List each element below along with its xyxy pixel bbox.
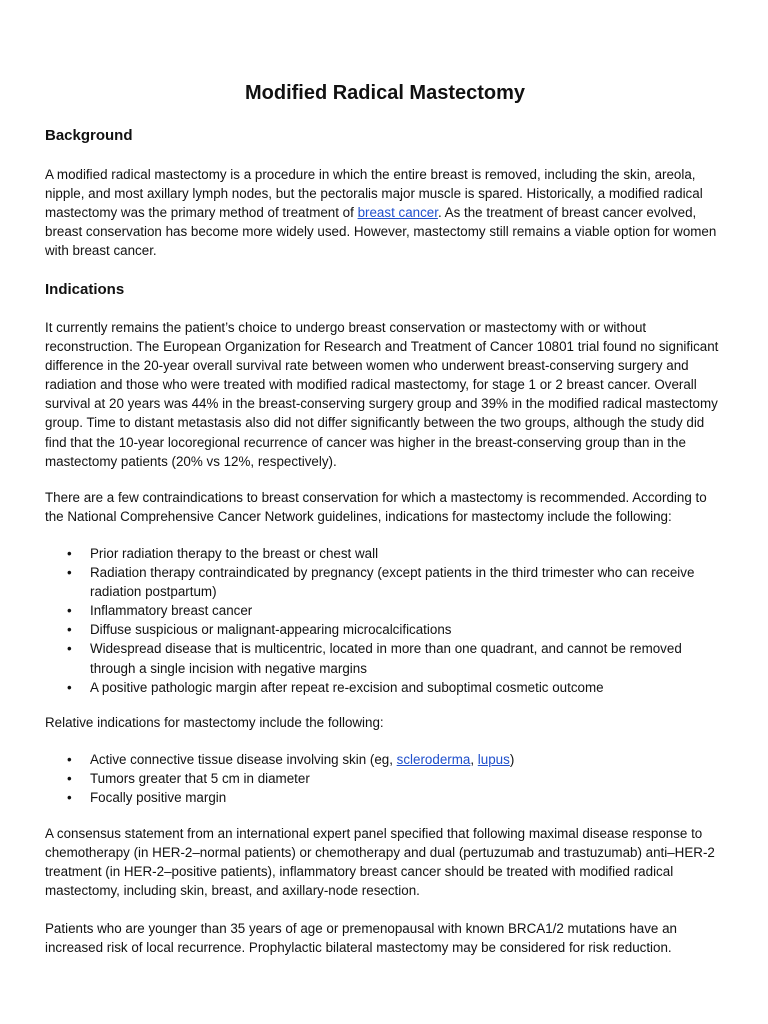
- relative-indications-list: [45, 750, 725, 807]
- list-item: • Radiation therapy contraindicated by pregnancy (except patients in the third trimester who can receive radiation postpartum): [45, 563, 725, 601]
- scleroderma-link[interactable]: scleroderma: [396, 752, 471, 767]
- background-text-2: . As the treatment of breast cancer evolved, breast conservation has become more widely used. However, mastectomy still remains a viable option for women with breast cancer.: [45, 205, 717, 259]
- indications-paragraph-3: A consensus statement from an international expert panel specified that following maximal disease response to chemotherapy (in HER-2–normal patients) or chemotherapy and dual (pertuzumab and trastuzumab) anti–HER-2 treatment (in HER-2–positive patients), inflammatory breast cancer should be treated with modified radical mastectomy, including skin, breast, and axillary-node resection.: [45, 826, 715, 899]
- list-item: • Inflammatory breast cancer: [45, 601, 725, 620]
- closing-paren: ): [509, 752, 515, 767]
- list-item: • A positive pathologic margin after repeat re-excision and suboptimal cosmetic outcome: [45, 678, 725, 697]
- breast-cancer-link[interactable]: breast cancer: [357, 205, 438, 221]
- relative-bullet-text: Active connective tissue disease involving skin (eg,: [90, 752, 397, 767]
- relative-indications-intro: Relative indications for mastectomy include the following:: [45, 715, 384, 730]
- indications-paragraph-1: It currently remains the patient’s choice to undergo breast conservation or mastectomy with or without reconstruction. The European Organization for Research and Treatment of Cancer 10801 trial found no significant difference in the 20-year overall survival rate between women who underwent breast-conserving surgery and radiation and those who were treated with modified radical mastectomy, for stage 1 or 2 breast cancer. Overall survival at 20 years was 44% in the breast-conserving surgery group and 39% in the modified radical mastectomy group. Time to distant metastasis also did not differ significantly between the two groups, although the study did find that the 10-year locoregional recurrence of cancer was higher in the breast-conserving group than in the mastectomy patients (20% vs 12%, respectively).: [45, 320, 719, 469]
- indications-paragraph-2: There are a few contraindications to breast conservation for which a mastectomy is recommended. According to the National Comprehensive Cancer Network guidelines, indications for mastectomy include the following:: [45, 490, 707, 525]
- list-item: • Focally positive margin: [45, 788, 725, 807]
- indications-heading: Indications: [45, 281, 125, 298]
- list-item: • Prior radiation therapy to the breast or chest wall: [45, 544, 725, 563]
- mastectomy-indications-list: [45, 544, 725, 697]
- separator-text: ,: [470, 752, 478, 767]
- list-item: [45, 750, 725, 769]
- list-item: • Widespread disease that is multicentric, located in more than one quadrant, and cannot be removed through a single incision with negative margins: [45, 639, 725, 677]
- indications-paragraph-4: Patients who are younger than 35 years of age or premenopausal with known BRCA1/2 mutations have an increased risk of local recurrence. Prophylactic bilateral mastectomy may be considered for risk reduction.: [45, 921, 677, 956]
- lupus-link[interactable]: lupus: [477, 752, 510, 767]
- background-paragraph: [45, 165, 725, 260]
- list-item: • Tumors greater that 5 cm in diameter: [45, 769, 725, 788]
- page-title: Modified Radical Mastectomy: [244, 82, 526, 104]
- list-item: • Diffuse suspicious or malignant-appearing microcalcifications: [45, 620, 725, 639]
- background-heading: Background: [45, 127, 133, 144]
- background-text-1: A modified radical mastectomy is a procedure in which the entire breast is removed, including the skin, areola, nipple, and most axillary lymph nodes, but the pectoralis major muscle is spared. Historically, a modified radical mastectomy was the primary method of treatment of: [45, 167, 703, 221]
